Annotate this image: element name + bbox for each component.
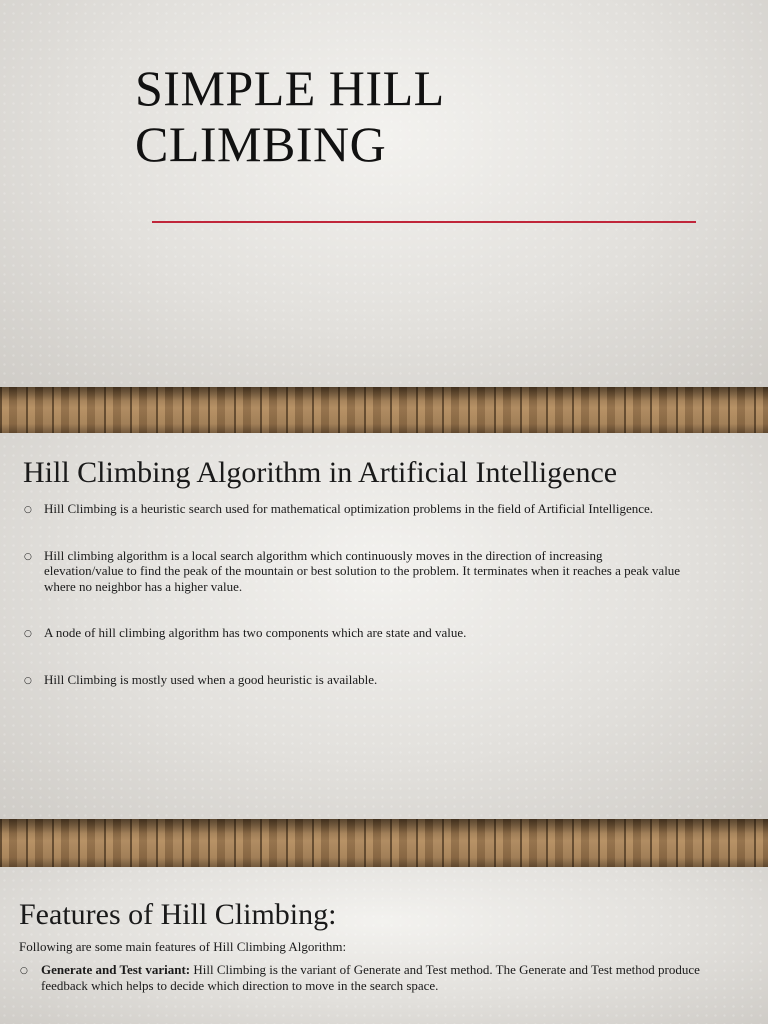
list-item (24, 625, 684, 641)
list-item (24, 501, 684, 517)
slide-1 (0, 0, 768, 387)
bullet-list (24, 501, 684, 687)
wood-floor-divider (0, 387, 768, 433)
wood-floor-divider (0, 819, 768, 867)
slide-1-title: SIMPLE HILL CLIMBING (135, 60, 443, 172)
title-accent-rule (152, 221, 696, 223)
hollow-circle-bullet-icon: ○ (24, 551, 32, 562)
hollow-circle-bullet-icon: ○ (24, 505, 32, 515)
hollow-circle-bullet-icon: ○ (20, 966, 28, 976)
feature-text: Hill Climbing is the variant of Generate and Test method. The Generate and Test method produce feedback which helps to decide which direction to move in the search space. (41, 962, 700, 993)
list-item (20, 962, 740, 993)
list-item (24, 548, 684, 595)
list-item-text: Hill Climbing is mostly used when a good heuristic is available. (44, 671, 378, 687)
background-texture (0, 0, 768, 387)
hollow-circle-bullet-icon: ○ (24, 629, 32, 639)
list-item-text: Hill Climbing is a heuristic search used for mathematical optimization problems in the field of Artificial Intelligence. (44, 501, 654, 516)
feature-term: Generate and Test variant: (41, 962, 191, 977)
slide-2-title: Hill Climbing Algorithm in Artificial Intelligence (23, 456, 618, 489)
list-item-text: A node of hill climbing algorithm has two components which are state and value. (44, 625, 467, 640)
slide-2 (0, 433, 768, 819)
slide-3 (0, 867, 768, 1024)
list-item-text: Hill climbing algorithm is a local search algorithm which continuously moves in the direction of increasing elevation/value to find the peak of the mountain or best solution to the problem. It terminates when it reaches a peak value where no neighbor has a higher value. (44, 547, 681, 594)
slide-3-title: Features of Hill Climbing: (19, 898, 337, 931)
list-item (24, 672, 684, 688)
hollow-circle-bullet-icon: ○ (24, 675, 32, 686)
feature-list (20, 962, 740, 993)
slide-3-intro: Following are some main features of Hill Climbing Algorithm: (19, 939, 347, 954)
